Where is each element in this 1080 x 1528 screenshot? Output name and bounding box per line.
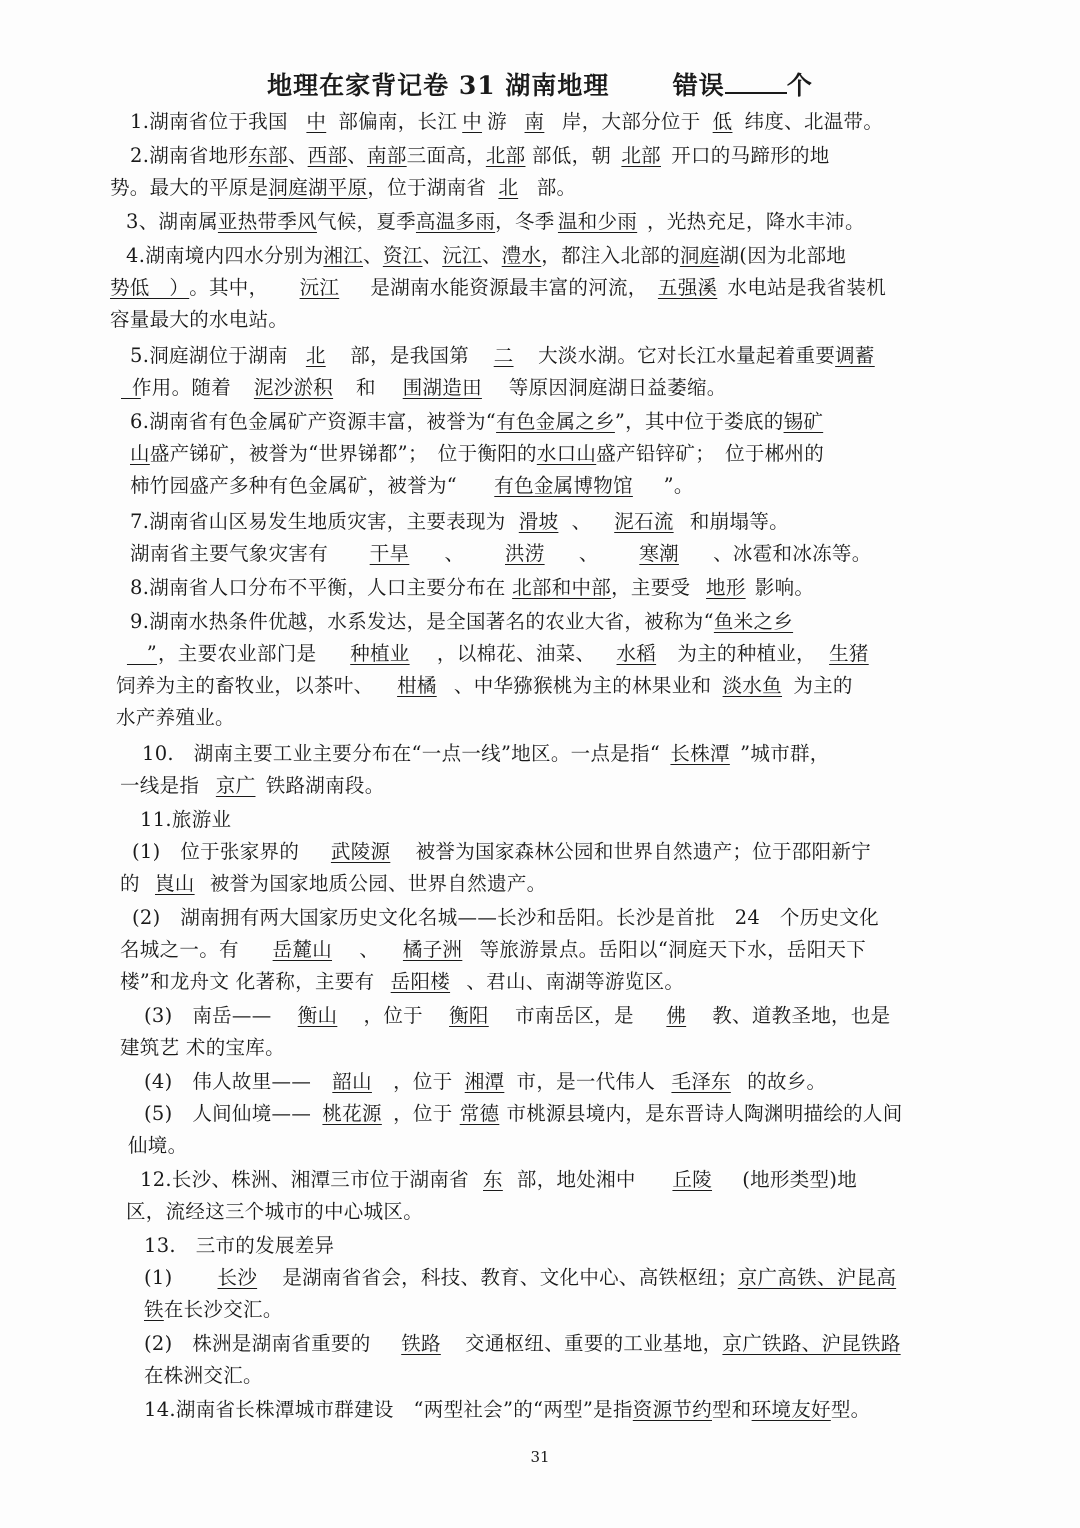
question-text: 市南岳区，是 xyxy=(514,1004,641,1027)
text-line xyxy=(144,1066,826,1098)
filled-blank: 沅江 xyxy=(299,276,340,299)
question-text: 饲养为主的畜牧业，以茶叶、 xyxy=(116,674,380,697)
filled-blank: 长株潭 xyxy=(670,742,730,765)
filled-blank: 柑橘 xyxy=(397,674,437,697)
filled-blank: 中 xyxy=(462,110,483,133)
question-text: 气候，夏季 xyxy=(316,210,416,233)
text-line xyxy=(120,966,684,998)
filled-blank: 常德 xyxy=(459,1102,500,1125)
question-text: 交通枢纽、重要的工业基地， xyxy=(465,1332,723,1355)
question-text: (5) 人间仙境—— xyxy=(144,1102,312,1125)
page-number: 31 xyxy=(530,1448,550,1466)
filled-blank: 生猪 xyxy=(829,642,869,665)
question-text: 的故乡。 xyxy=(747,1070,827,1093)
text-line xyxy=(130,106,883,138)
text-line xyxy=(130,538,872,570)
filled-blank: 环境友好 xyxy=(751,1398,831,1421)
question-text: ，主要农业部门是 xyxy=(158,642,323,665)
filled-blank: 湘江 xyxy=(323,244,364,267)
filled-blank: 南部 xyxy=(367,144,407,167)
question-text: 楼”和龙舟文 化著称，主要有 xyxy=(120,970,375,993)
filled-blank: 韶山 xyxy=(332,1070,372,1093)
filled-blank: 南 xyxy=(524,110,545,133)
text-line xyxy=(110,372,727,404)
filled-blank: 岳麓山 xyxy=(272,938,333,961)
question-text: 为主的种植业， xyxy=(677,642,816,665)
question-text: ”。 xyxy=(663,474,694,497)
question-text: 、 xyxy=(363,244,383,267)
question-text: 、中华猕猴桃为主的林果业和 xyxy=(453,674,712,697)
title-text: 地理在家背记卷 31 湖南地理 xyxy=(267,71,610,100)
text-line xyxy=(120,770,385,802)
question-text: 9.湖南水热条件优越，水系发达，是全国著名的农业大省，被称为“ xyxy=(130,610,714,633)
filled-blank: 铁 xyxy=(144,1298,164,1321)
filled-blank: 桃花源 xyxy=(322,1102,382,1125)
question-text: ，位于 xyxy=(393,1070,453,1093)
filled-blank: 亚热带季风 xyxy=(217,210,317,233)
text-line xyxy=(116,702,235,734)
filled-blank: 势低 ） xyxy=(110,276,190,299)
question-text: (3) 南岳—— xyxy=(144,1004,272,1027)
question-text: 。其中， xyxy=(189,276,269,299)
question-text: ，光热充足，降水丰沛。 xyxy=(640,210,865,233)
filled-blank: 资源节约 xyxy=(632,1398,712,1421)
question-text: 部低，朝 xyxy=(525,144,612,167)
filled-blank: 铁路 xyxy=(401,1332,441,1355)
question-text: 是湖南水能资源最丰富的河流， xyxy=(370,276,648,299)
question-text: 铁路湖南段。 xyxy=(265,774,385,797)
filled-blank: 北部 xyxy=(485,144,526,167)
question-text: 5.洞庭湖位于湖南 xyxy=(130,344,288,367)
filled-blank: 围湖造田 xyxy=(402,376,482,399)
filled-blank: 北 xyxy=(498,176,519,199)
filled-blank: 洪涝 xyxy=(505,542,545,565)
question-text: 容量最大的水电站。 xyxy=(110,308,289,331)
question-text: ”，其中位于娄底的 xyxy=(614,410,784,433)
filled-blank: 滑坡 xyxy=(518,510,559,533)
question-text: 市桃源县境内，是东晋诗人陶渊明描绘的人间 xyxy=(506,1102,903,1125)
filled-blank: 湘潭 xyxy=(464,1070,505,1093)
text-line xyxy=(110,304,288,336)
filled-blank: 淡水鱼 xyxy=(722,674,783,697)
question-text: 6.湖南省有色金属矿产资源丰富，被誉为“ xyxy=(130,410,497,433)
question-text: (地形类型)地 xyxy=(742,1168,858,1191)
filled-blank: 低 xyxy=(712,110,733,133)
text-line xyxy=(110,172,576,204)
question-text: 型和 xyxy=(712,1398,752,1421)
text-line xyxy=(130,606,793,638)
question-text: 被誉为国家地质公园、世界自然遗产。 xyxy=(209,872,547,895)
question-text: 影响。 xyxy=(754,576,815,599)
question-text: 3、湖南属 xyxy=(126,210,218,233)
filled-blank: 调蓄 xyxy=(835,344,875,367)
filled-blank: 干旱 xyxy=(369,542,410,565)
filled-blank: 北 xyxy=(305,344,326,367)
filled-blank: 二 xyxy=(493,344,514,367)
question-text: (2) 湖南拥有两大国家历史文化名城——长沙和岳阳。长沙是首批 24 个历史文化 xyxy=(132,906,879,929)
question-text: 7.湖南省山区易发生地质灾害，主要表现为 xyxy=(130,510,506,533)
question-text: 势。最大的平原是 xyxy=(110,176,269,199)
question-text: 区，流经这三个城市的中心城区。 xyxy=(126,1200,424,1223)
question-text: 一线是指 xyxy=(120,774,206,797)
question-text: 建筑艺 术的宝库。 xyxy=(120,1036,285,1059)
filled-blank: 丘陵 xyxy=(672,1168,713,1191)
question-text: 仙境。 xyxy=(128,1134,188,1157)
filled-blank: 澧水 xyxy=(501,244,542,267)
text-line xyxy=(140,804,231,836)
text-line xyxy=(142,738,830,770)
text-line xyxy=(116,670,853,702)
question-text: 1.湖南省位于我国 xyxy=(130,110,295,133)
filled-blank: 水稻 xyxy=(616,642,657,665)
question-text: 部。 xyxy=(530,176,577,199)
text-line xyxy=(132,836,871,868)
question-text: (2) 株洲是湖南省重要的 xyxy=(144,1332,378,1355)
filled-blank: 泥石流 xyxy=(614,510,674,533)
text-line xyxy=(120,1032,285,1064)
text-line xyxy=(126,638,882,670)
question-text: 11.旅游业 xyxy=(140,808,232,831)
text-line xyxy=(130,140,830,172)
question-text: 、 xyxy=(287,144,308,167)
question-text: ，都注入北部的 xyxy=(541,244,680,267)
filled-blank: 高温多雨 xyxy=(415,210,496,233)
filled-blank: 有色金属之乡 xyxy=(496,410,615,433)
filled-blank: 寒潮 xyxy=(639,542,679,565)
question-text: 、 xyxy=(578,542,606,565)
text-line xyxy=(144,1230,334,1262)
question-text: 、 xyxy=(359,938,386,961)
question-text: 的 xyxy=(120,872,140,895)
filled-blank: 橘子洲 xyxy=(402,938,463,961)
question-text: ，以棉花、油菜、 xyxy=(436,642,596,665)
question-text: ，位于 xyxy=(393,1102,453,1125)
question-text: 部，是我国第 xyxy=(343,344,476,367)
question-text: 被誉为国家森林公园和世界自然遗产；位于邵阳新宁 xyxy=(415,840,872,863)
filled-blank: 东 xyxy=(483,1168,503,1191)
question-text: 8.湖南省人口分布不平衡，人口主要分布在 xyxy=(130,576,513,599)
filled-blank: 衡山 xyxy=(297,1004,338,1027)
text-line xyxy=(144,1262,896,1294)
text-line xyxy=(130,572,814,604)
text-line xyxy=(126,240,846,272)
question-text: ”城市群， xyxy=(740,742,830,765)
question-text: 部，地处湘中 xyxy=(516,1168,643,1191)
question-text: (1) 位于张家界的 xyxy=(132,840,306,863)
question-text: 教、道教圣地，也是 xyxy=(712,1004,891,1027)
text-line xyxy=(144,1098,903,1130)
text-line xyxy=(120,868,546,900)
question-text: 2.湖南省地形 xyxy=(130,144,249,167)
question-text: 13. 三市的发展差异 xyxy=(144,1234,335,1257)
text-line xyxy=(144,1394,870,1426)
filled-blank: 五强溪 xyxy=(657,276,718,299)
filled-blank: 沅江 xyxy=(442,244,482,267)
question-text: 湖(因为北部地 xyxy=(719,244,847,267)
error-label: 错误 xyxy=(672,71,725,100)
question-text: 4.湖南境内四水分别为 xyxy=(126,244,324,267)
question-text: ，冬季 xyxy=(495,210,555,233)
error-unit: 个 xyxy=(786,71,813,100)
filled-blank: 洞庭 xyxy=(679,244,720,267)
filled-blank xyxy=(110,372,132,404)
text-line xyxy=(130,340,875,372)
text-line xyxy=(110,272,886,304)
question-text: 开口的马蹄形的地 xyxy=(671,144,830,167)
question-text: 、 xyxy=(481,244,502,267)
filled-blank: 西部 xyxy=(307,144,348,167)
text-line xyxy=(130,406,823,438)
filled-blank: 资江 xyxy=(382,244,423,267)
filled-blank: ” xyxy=(126,642,158,665)
filled-blank: 北部和中部 xyxy=(512,576,612,599)
question-text: 和崩塌等。 xyxy=(689,510,789,533)
filled-blank: 北部 xyxy=(621,144,661,167)
question-text: 市，是一代伟人 xyxy=(516,1070,656,1093)
question-text: (1) xyxy=(144,1266,193,1289)
filled-blank: 京广高铁、沪昆高 xyxy=(737,1266,897,1289)
filled-blank: 衡阳 xyxy=(449,1004,489,1027)
text-line xyxy=(120,934,866,966)
text-line xyxy=(128,1130,187,1162)
question-text: 部偏南，长江 xyxy=(338,110,458,133)
filled-blank: 毛泽东 xyxy=(671,1070,731,1093)
question-text: 盛产锑矿，被誉为“世界锑都”； 位于衡阳的 xyxy=(149,442,537,465)
filled-blank: 佛 xyxy=(666,1004,687,1027)
question-text: 名城之一。有 xyxy=(120,938,246,961)
filled-blank: 东部 xyxy=(248,144,288,167)
text-line xyxy=(130,506,789,538)
question-text: 柿竹园盛产多种有色金属矿，被誉为“ xyxy=(130,474,464,497)
question-text: ，位于 xyxy=(363,1004,423,1027)
text-line xyxy=(130,438,824,470)
question-text: 14.湖南省长株潭城市群建设 “两型社会”的“两型”是指 xyxy=(144,1398,633,1421)
filled-blank: 温和少雨 xyxy=(557,210,638,233)
text-line xyxy=(126,1196,423,1228)
question-text: 和 xyxy=(349,376,383,399)
text-line xyxy=(144,1360,263,1392)
text-line xyxy=(144,1294,283,1326)
question-text: 盛产铅锌矿； 位于郴州的 xyxy=(596,442,825,465)
question-text: 是湖南省省会，科技、教育、文化中心、高铁枢纽； xyxy=(282,1266,738,1289)
text-line xyxy=(132,902,879,934)
filled-blank: 有色金属博物馆 xyxy=(494,474,633,497)
question-text: 岸，大部分位于 xyxy=(555,110,701,133)
filled-blank: 长沙 xyxy=(217,1266,258,1289)
question-text: 、 xyxy=(444,542,471,565)
question-text: ，位于湖南省 xyxy=(367,176,487,199)
text-line xyxy=(140,1164,857,1196)
filled-blank: 岳阳楼 xyxy=(390,970,451,993)
question-text: 、君山、南湖等游览区。 xyxy=(466,970,685,993)
filled-blank: 鱼米之乡 xyxy=(713,610,794,633)
question-text: 水产养殖业。 xyxy=(116,706,235,729)
filled-blank: 武陵源 xyxy=(330,840,391,863)
question-text: 等旅游景点。岳阳以“洞庭天下水，岳阳天下 xyxy=(479,938,867,961)
question-text: 为主的 xyxy=(793,674,853,697)
question-text: 作用。随着 xyxy=(132,376,238,399)
filled-blank: 锡矿 xyxy=(783,410,824,433)
question-text: 型。 xyxy=(830,1398,871,1421)
text-line xyxy=(144,1000,890,1032)
question-text: 在株洲交汇。 xyxy=(144,1364,263,1387)
question-text: 等原因洞庭湖日益萎缩。 xyxy=(502,376,727,399)
question-text: 湖南省主要气象灾害有 xyxy=(130,542,335,565)
question-text: 水电站是我省装机 xyxy=(727,276,887,299)
filled-blank: 崀山 xyxy=(155,872,195,895)
question-text: 10. 湖南主要工业主要分布在“一点一线”地区。一点是指“ xyxy=(142,742,661,765)
filled-blank: 中 xyxy=(306,110,327,133)
filled-blank: 山 xyxy=(130,442,150,465)
filled-blank: 京广铁路、沪昆铁路 xyxy=(722,1332,901,1355)
question-text: 在长沙交汇。 xyxy=(163,1298,283,1321)
question-text: 、 xyxy=(571,510,598,533)
text-line xyxy=(144,1328,901,1360)
filled-blank: 洞庭湖平原 xyxy=(268,176,368,199)
filled-blank: 泥沙淤积 xyxy=(253,376,334,399)
question-text: (4) 伟人故里—— xyxy=(144,1070,312,1093)
question-text: 、冰雹和冰冻等。 xyxy=(713,542,872,565)
question-text: 大淡水湖。它对长江水量起着重要 xyxy=(531,344,836,367)
question-text: 、 xyxy=(347,144,368,167)
question-text: ，主要受 xyxy=(611,576,697,599)
text-line xyxy=(130,470,694,502)
question-text: 、 xyxy=(422,244,443,267)
filled-blank: 种植业 xyxy=(350,642,410,665)
question-text: 三面高， xyxy=(406,144,486,167)
filled-blank: 地形 xyxy=(706,576,746,599)
question-text: 纬度、北温带。 xyxy=(744,110,884,133)
question-text: 12.长沙、株洲、湘潭三市位于湖南省 xyxy=(140,1168,469,1191)
filled-blank: 京广 xyxy=(215,774,256,797)
question-text: 游 xyxy=(487,110,514,133)
text-line xyxy=(126,206,865,238)
filled-blank: 水口山 xyxy=(536,442,597,465)
